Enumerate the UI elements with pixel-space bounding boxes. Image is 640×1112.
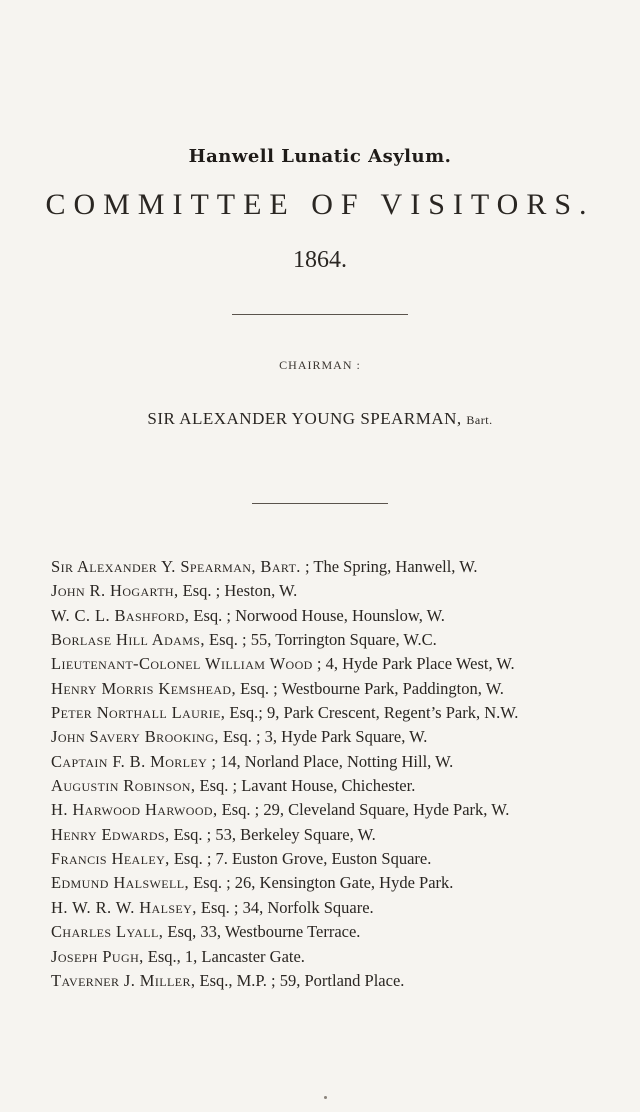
divider-rule — [232, 314, 408, 315]
chairman-name-text: SIR ALEXANDER YOUNG SPEARMAN, — [147, 409, 462, 428]
visitor-details: Esq. ; Heston, W. — [182, 581, 298, 601]
committee-heading: COMMITTEE OF VISITORS. — [45, 188, 595, 221]
list-item — [51, 725, 631, 749]
visitor-details: Esq. ; 29, Cleveland Square, Hyde Park, W. — [221, 800, 510, 820]
visitor-name: Charles Lyall, — [51, 922, 164, 942]
visitor-name: Captain F. B. Morley — [51, 751, 208, 771]
visitor-details: Esq.; 9, Park Crescent, Regent’s Park, N.W. — [229, 703, 519, 723]
visitor-name: John Savery Brooking, — [51, 727, 219, 747]
visitor-details: Esq, 33, Westbourne Terrace. — [167, 922, 361, 942]
visitors-list — [51, 555, 631, 993]
visitor-details: Esq. ; Lavant House, Chichester. — [199, 776, 416, 796]
list-item — [51, 579, 631, 603]
visitor-name: Edmund Halswell, — [51, 873, 189, 893]
visitor-details: ; 4, Hyde Park Place West, W. — [316, 654, 515, 674]
list-item — [51, 604, 631, 628]
visitor-details: Esq. ; 3, Hyde Park Square, W. — [222, 727, 428, 747]
visitor-details: Esq., M.P. ; 59, Portland Place. — [199, 970, 405, 990]
visitor-name: Lieutenant-Colonel William Wood — [51, 654, 313, 674]
list-item — [51, 945, 631, 969]
list-item — [51, 823, 631, 847]
visitor-details: ; 14, Norland Place, Notting Hill, W. — [211, 751, 454, 771]
visitor-name: H. Harwood Harwood, — [51, 800, 218, 820]
visitor-name: Joseph Pugh, — [51, 946, 144, 966]
divider-rule — [252, 503, 388, 504]
visitor-details: Esq. ; 34, Norfolk Square. — [200, 897, 374, 917]
visitor-name: Taverner J. Miller, — [51, 970, 196, 990]
visitor-details: Esq., 1, Lancaster Gate. — [147, 946, 305, 966]
list-item — [51, 798, 631, 822]
list-item — [51, 920, 631, 944]
page-mark — [324, 1096, 327, 1099]
list-item — [51, 677, 631, 701]
list-item — [51, 896, 631, 920]
visitor-name: Sir Alexander Y. Spearman, Bart. — [51, 557, 301, 576]
list-item — [51, 628, 631, 652]
visitor-name: Henry Morris Kemshead, — [51, 678, 237, 698]
list-item — [51, 701, 631, 725]
visitor-details: Esq. ; Westbourne Park, Paddington, W. — [240, 678, 504, 698]
visitor-details: Esq. ; 55, Torrington Square, W.C. — [209, 630, 437, 650]
list-item — [51, 555, 631, 579]
visitor-name: W. C. L. Bashford, — [51, 605, 190, 625]
visitor-name: Augustin Robinson, — [51, 776, 196, 796]
visitor-name: Francis Healey, — [51, 849, 170, 869]
visitor-name: Henry Edwards, — [51, 824, 170, 844]
chairman-name — [0, 409, 640, 429]
list-item — [51, 871, 631, 895]
visitor-name: H. W. R. W. Halsey, — [51, 897, 197, 917]
visitor-details: ; The Spring, Hanwell, W. — [304, 557, 478, 576]
visitor-name: John R. Hogarth, — [51, 581, 179, 601]
chairman-title: Bart. — [466, 413, 493, 427]
list-item — [51, 750, 631, 774]
year: 1864. — [293, 247, 347, 273]
visitor-details: Esq. ; 26, Kensington Gate, Hyde Park. — [193, 873, 454, 893]
list-item — [51, 847, 631, 871]
list-item — [51, 652, 631, 676]
visitor-details: Esq. ; 7. Euston Grove, Euston Square. — [173, 849, 432, 869]
visitor-details: Esq. ; Norwood House, Hounslow, W. — [193, 605, 445, 625]
visitor-name: Peter Northall Laurie, — [51, 703, 226, 723]
asylum-title: Hanwell Lunatic Asylum. — [188, 146, 452, 167]
visitor-details: Esq. ; 53, Berkeley Square, W. — [173, 824, 376, 844]
list-item — [51, 969, 631, 993]
list-item — [51, 774, 631, 798]
visitor-name: Borlase Hill Adams, — [51, 630, 205, 650]
chairman-label: CHAIRMAN : — [279, 358, 361, 372]
